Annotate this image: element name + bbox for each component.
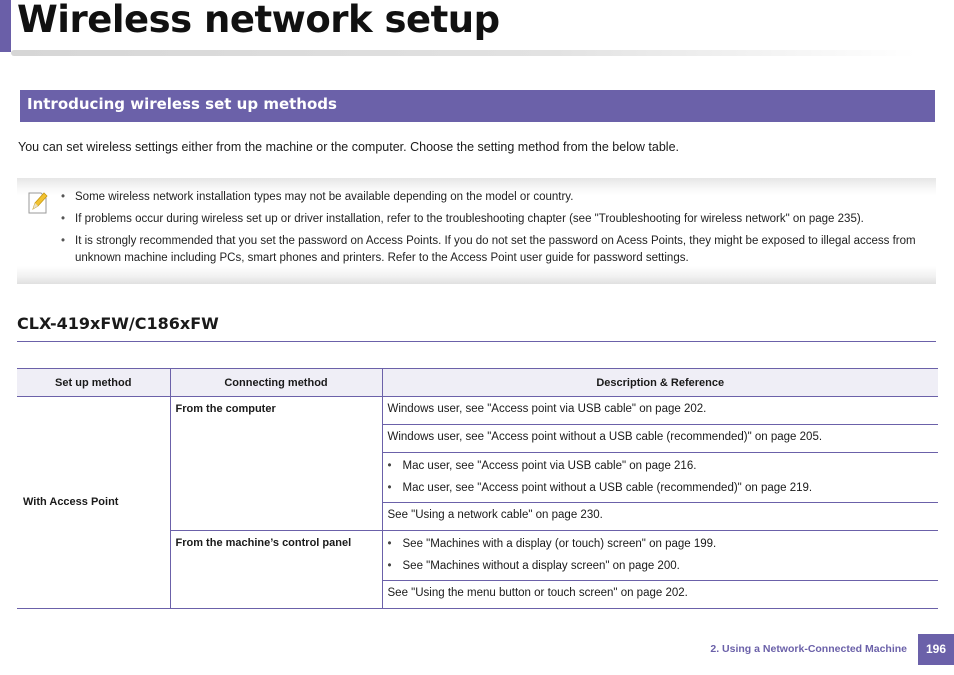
section-header	[20, 90, 935, 122]
note-list	[75, 189, 935, 272]
setup-method-cell: With Access Point	[17, 397, 170, 609]
model-divider	[17, 341, 936, 342]
description-cell	[382, 531, 938, 581]
setup-methods-table	[17, 368, 938, 609]
description-cell: Windows user, see "Access point via USB cable" on page 202.	[382, 397, 938, 425]
note-item: • It is strongly recommended that you set the password on Access Points. If you do not set the password on Acess Points, they might be exposed to illegal access from unknown machine including PCs, smart phones and printers. Refer to the Access Point user guide for password settings.	[75, 233, 935, 267]
footer-chapter: 2. Using a Network-Connected Machine	[710, 643, 907, 655]
note-box	[17, 178, 936, 284]
description-cell: See "Using the menu button or touch screen" on page 202.	[382, 581, 938, 609]
description-bullet: • Mac user, see "Access point via USB cable" on page 216.	[388, 458, 934, 475]
title-accent-bar	[0, 0, 11, 52]
connecting-method-cell: From the computer	[170, 397, 382, 531]
description-cell: See "Using a network cable" on page 230.	[382, 503, 938, 531]
description-cell	[382, 453, 938, 503]
title-divider	[11, 50, 916, 56]
page-title: Wireless network setup	[17, 0, 500, 41]
page-number: 196	[918, 634, 954, 665]
table-header-row	[17, 369, 938, 397]
header-connecting-method: Connecting method	[170, 369, 382, 397]
note-item: • If problems occur during wireless set up or driver installation, refer to the troubleshooting chapter (see "Troubleshooting for wireless network" on page 235).	[75, 211, 935, 228]
section-title: Introducing wireless set up methods	[27, 95, 337, 113]
connecting-method-cell: From the machine’s control panel	[170, 531, 382, 609]
description-bullet: • See "Machines with a display (or touch) screen" on page 199.	[388, 536, 934, 553]
header-description: Description & Reference	[382, 369, 938, 397]
note-item: • Some wireless network installation types may not be available depending on the model or country.	[75, 189, 935, 206]
intro-text: You can set wireless settings either from the machine or the computer. Choose the setting method from the below table.	[18, 140, 680, 154]
table-row	[17, 397, 938, 425]
description-bullet: • Mac user, see "Access point without a USB cable (recommended)" on page 219.	[388, 480, 934, 497]
description-bullet: • See "Machines without a display screen" on page 200.	[388, 558, 934, 575]
pencil-note-icon	[26, 190, 50, 216]
header-setup-method: Set up method	[17, 369, 170, 397]
model-title: CLX-419xFW/C186xFW	[17, 314, 219, 333]
description-cell: Windows user, see "Access point without a USB cable (recommended)" on page 205.	[382, 425, 938, 453]
